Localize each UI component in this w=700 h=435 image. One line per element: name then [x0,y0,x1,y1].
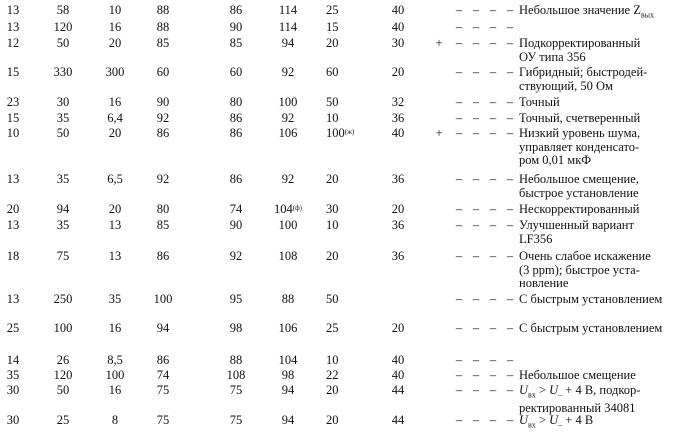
table-cell: 94 [281,383,295,397]
table-cell: 86 [156,126,170,140]
note-line: ром 0,01 мкФ [519,153,592,167]
table-cell: – [506,65,514,79]
table-cell: – [506,368,514,382]
table-cell: 8 [111,413,119,427]
note-line: Улучшенный вариант [519,218,634,232]
table-cell: 30 [56,95,70,109]
table-cell: 13 [108,249,122,263]
table-cell: 30 [6,383,20,397]
table-cell: 40 [391,126,405,140]
note-fragment: > U [535,413,559,427]
footnote-marker: (ж) [344,128,355,136]
table-cell: – [489,202,497,216]
table-cell: 88 [156,3,170,17]
table-cell: – [472,353,480,367]
note-line: управляет конденсато- [519,139,640,154]
table-cell: 98 [281,368,295,382]
table-cell: 250 [53,292,73,306]
table-cell: 40 [391,20,405,34]
table-cell: – [472,65,480,79]
note-line: быстрое установление [519,185,639,200]
table-cell: 36 [391,249,405,263]
table-cell: – [472,95,480,109]
table-cell: – [472,249,480,263]
note-fragment: + 4 В, подкор- [562,383,641,397]
note-text [519,369,699,383]
table-cell: 8,5 [107,353,123,367]
table-cell: 30 [391,36,405,50]
table-cell: – [506,202,514,216]
table-cell: 30 [6,413,20,427]
table-cell: 86 [229,3,243,17]
table-cell: – [455,413,463,427]
table-cell: 106 [278,321,298,335]
table-cell: 85 [156,218,170,232]
table-cell: 100 [105,368,125,382]
table-cell: 20 [326,36,339,50]
table-cell: 44 [391,383,405,397]
table-cell: 35 [108,292,122,306]
table-cell: – [489,20,497,34]
note-line: Низкий уровень шума, [519,126,641,140]
note-text [519,219,699,246]
table-cell: – [506,95,514,109]
table-cell: – [489,292,497,306]
table-cell: + [435,36,443,50]
table-cell: – [506,36,514,50]
table-cell: – [506,111,514,125]
note-line: Небольшое смещение [519,368,636,382]
table-cell: 300 [105,65,125,79]
table-cell: 15 [6,65,20,79]
table-cell: 20 [108,126,122,140]
table-cell: 18 [6,249,20,263]
table-cell: 35 [56,172,70,186]
note-text [519,173,699,200]
note-text [519,250,699,291]
table-cell: 6,4 [107,111,123,125]
table-cell: 80 [156,202,170,216]
table-cell: 35 [56,218,70,232]
table-cell: 50 [56,36,70,50]
note-fragment: U [519,413,529,427]
note-line: новление [519,276,569,290]
table-cell: 94 [156,321,170,335]
note-line: ствующий, 50 Ом [519,78,613,93]
table-cell: – [489,111,497,125]
table-cell: – [506,218,514,232]
note-fragment: > U [535,383,559,397]
table-cell: 20 [6,202,20,216]
table-cell: – [489,353,497,367]
table-cell: – [455,321,463,335]
table-cell: – [455,292,463,306]
table-cell: 40 [391,3,405,17]
table-cell: 92 [156,172,170,186]
note-line: Нескорректированный [519,202,640,216]
table-cell: 20 [326,172,339,186]
note-line: ОУ типа 356 [519,49,586,64]
note-line: ректированный 34081 [519,401,636,415]
table-cell: 16 [108,321,122,335]
table-cell: 50 [56,126,70,140]
table-cell: 44 [391,413,405,427]
table-cell: 86 [156,353,170,367]
note-line [519,4,699,22]
table-cell: 20 [108,36,122,50]
table-cell: 75 [229,413,243,427]
table-cell: – [472,3,480,17]
table-cell: – [489,413,497,427]
note-text [519,4,699,22]
note-text [519,384,699,416]
table-cell: 75 [56,249,70,263]
table-cell: – [506,20,514,34]
table-cell: 86 [156,249,170,263]
footnote-marker: (ф) [292,204,302,212]
note-line: Точный [519,95,560,109]
table-cell: – [472,383,480,397]
table-cell: + [435,126,443,140]
table-cell: – [506,353,514,367]
table-cell: $100^{(ж)}$ [326,126,355,140]
table-cell: 12 [6,36,20,50]
table-cell: 10 [6,126,20,140]
table-cell: – [455,36,463,50]
table-cell: 30 [326,202,339,216]
table-cell: 92 [281,111,295,125]
note-line: Небольшое смещение, [519,172,639,186]
note-fragment: U [519,383,529,397]
table-cell: 25 [56,413,70,427]
table-cell: $104^{(ф)}$ [274,202,302,216]
table-cell: 74 [229,202,243,216]
table-cell: – [472,20,480,34]
note-text [519,96,699,110]
table-cell: 85 [229,36,243,50]
table-cell: 60 [229,65,243,79]
table-cell: – [455,111,463,125]
table-cell: – [455,353,463,367]
note-text [519,37,699,64]
table-cell: 100 [278,218,298,232]
table-cell: – [472,218,480,232]
table-cell: – [489,36,497,50]
table-cell: – [489,172,497,186]
table-cell: – [472,321,480,335]
table-cell: 40 [391,368,405,382]
table-cell: 25 [326,321,339,335]
table-cell: – [489,383,497,397]
table-cell: 58 [56,3,70,17]
note-line: LF356 [519,231,553,246]
table-cell: 92 [156,111,170,125]
table-cell: 120 [53,368,73,382]
note-text [519,203,699,217]
note-subscript: вых [640,10,655,20]
table-cell: – [455,3,463,17]
note-fragment: вх [528,390,536,400]
table-cell: 106 [278,126,298,140]
note-text [519,293,699,307]
table-cell: 100 [53,321,73,335]
note-line [519,414,699,432]
table-cell: 74 [156,368,170,382]
table-cell: 114 [278,3,298,17]
table-cell: 22 [326,368,339,382]
table-cell: 86 [229,126,243,140]
table-cell: – [506,292,514,306]
note-text [519,66,699,93]
table-cell: 88 [156,20,170,34]
note-text [519,127,699,168]
table-cell: – [472,413,480,427]
table-cell: 86 [229,111,243,125]
table-cell: 94 [56,202,70,216]
table-cell: 16 [108,383,122,397]
table-cell: 100 [278,95,298,109]
table-cell: 10 [326,218,339,232]
table-cell: 108 [226,368,246,382]
table-cell: 60 [326,65,339,79]
table-cell: 94 [281,36,295,50]
table-cell: 50 [326,95,339,109]
table-cell: – [489,3,497,17]
table-cell: – [472,292,480,306]
note-fragment: Небольшое значение Z [519,3,641,17]
table-cell: 16 [108,20,122,34]
table-cell: – [506,249,514,263]
note-line [519,384,699,402]
table-cell: 25 [6,321,20,335]
table-cell: 35 [6,368,20,382]
table-cell: – [455,65,463,79]
table-cell: – [455,126,463,140]
table-cell: – [472,36,480,50]
table-cell: – [455,202,463,216]
table-cell: 108 [278,249,298,263]
table-cell: – [506,383,514,397]
note-line: Очень слабое искажение [519,249,651,263]
table-cell: 32 [391,95,405,109]
table-cell: 20 [391,202,405,216]
table-cell: 95 [229,292,243,306]
table-cell: 90 [229,20,243,34]
table-cell: 98 [229,321,243,335]
table-cell: – [455,172,463,186]
table-cell: 36 [391,111,405,125]
note-line: С быстрым установлением [519,321,663,335]
table-cell: 35 [56,111,70,125]
table-cell: 20 [108,202,122,216]
table-cell: – [489,95,497,109]
table-cell: 50 [326,292,339,306]
table-cell: 25 [326,3,339,17]
note-line: Гибридный; быстродей- [519,65,648,79]
table-cell: – [472,368,480,382]
table-cell: 20 [391,321,405,335]
table-cell: – [472,126,480,140]
table-cell: 36 [391,218,405,232]
table-cell: 90 [229,218,243,232]
table-cell: 13 [108,218,122,232]
table-cell: 60 [156,65,170,79]
note-line: (3 ppm); быстрое уста- [519,262,640,277]
table-cell: 86 [229,172,243,186]
table-cell: 92 [281,65,295,79]
note-fragment: + 4 В [562,413,594,427]
table-cell: 92 [229,249,243,263]
table-cell: – [489,65,497,79]
table-cell: – [506,321,514,335]
table-cell: 13 [6,20,20,34]
table-cell: – [489,126,497,140]
table-cell: 20 [326,383,339,397]
table-cell: – [455,218,463,232]
table-cell: 15 [326,20,339,34]
table-cell: 16 [108,95,122,109]
table-cell: 10 [108,3,122,17]
table-cell: 15 [6,111,20,125]
table-cell: – [472,172,480,186]
table-cell: 85 [156,36,170,50]
table-cell: – [489,218,497,232]
table-cell: 104 [278,353,298,367]
table-cell: 20 [326,413,339,427]
table-cell: 120 [53,20,73,34]
table-cell: 75 [156,383,170,397]
table-cell: 10 [326,111,339,125]
table-cell: 50 [56,383,70,397]
table-cell: 75 [156,413,170,427]
table-cell: – [455,95,463,109]
table-cell: 114 [278,20,298,34]
table-cell: 75 [229,383,243,397]
note-fragment: – [558,420,563,430]
table-cell: – [489,321,497,335]
table-cell: – [472,111,480,125]
table-cell: 88 [281,292,295,306]
table-cell: 40 [391,353,405,367]
table-cell: 13 [6,172,20,186]
table-cell: – [455,368,463,382]
note-text [519,322,699,336]
note-text [519,414,699,432]
note-line: Подкорректированный [519,36,641,50]
table-cell: – [506,3,514,17]
table-cell: 23 [6,95,20,109]
table-cell: 80 [229,95,243,109]
note-fragment: – [558,390,563,400]
table-cell: 13 [6,3,20,17]
table-cell: 100 [153,292,173,306]
table-cell: 14 [6,353,20,367]
table-cell: 92 [281,172,295,186]
table-cell: – [506,126,514,140]
table-cell: 20 [391,65,405,79]
table-cell: – [506,172,514,186]
table-cell: – [455,249,463,263]
table-cell: – [472,202,480,216]
table-cell: 36 [391,172,405,186]
note-fragment: вх [528,420,536,430]
table-cell: – [489,249,497,263]
note-line: С быстрым установлением [519,292,663,306]
note-text [519,112,699,126]
table-cell: 10 [326,353,339,367]
table-cell: 94 [281,413,295,427]
table-cell: 13 [6,292,20,306]
table-cell: – [455,383,463,397]
table-cell: 6,5 [107,172,123,186]
table-cell: 90 [156,95,170,109]
table-cell: 26 [56,353,70,367]
table-cell: 88 [229,353,243,367]
table-cell: – [455,20,463,34]
table-cell: – [506,413,514,427]
table-cell: 330 [53,65,73,79]
note-line: Точный, счетверенный [519,111,641,125]
table-cell: – [489,368,497,382]
table-cell: 20 [326,249,339,263]
table-cell: 13 [6,218,20,232]
